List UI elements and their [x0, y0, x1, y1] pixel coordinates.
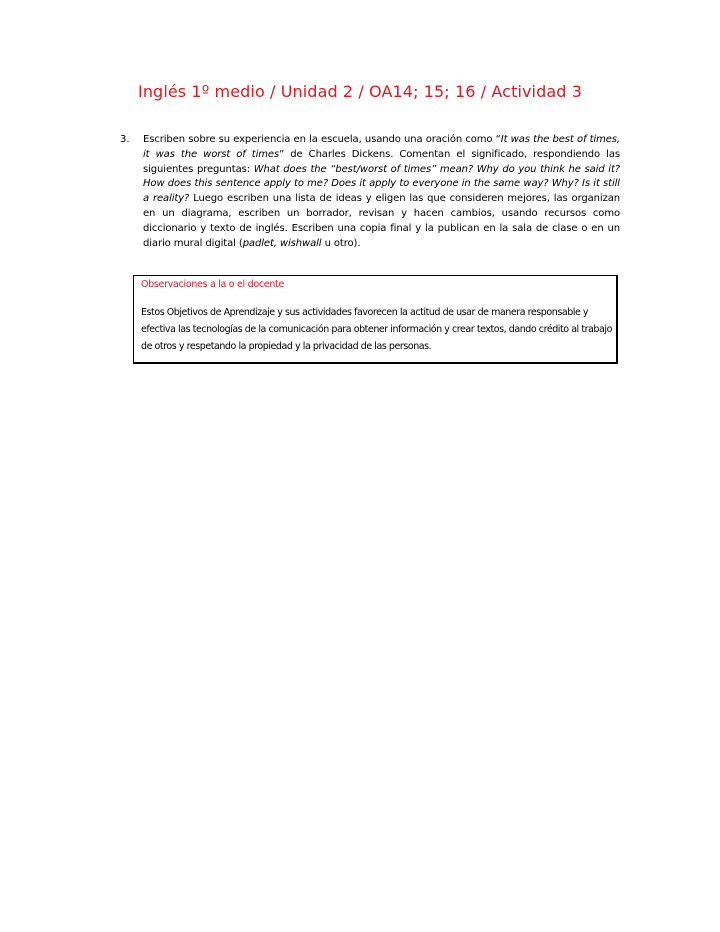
activity-text: [143, 133, 620, 251]
activity-number: 3.: [120, 134, 130, 145]
page-title: Inglés 1º medio / Unidad 2 / OA14; 15; 16 / Actividad 3: [138, 82, 582, 101]
activity-text-segment-italic: padlet, wishwall: [242, 237, 322, 249]
activity-text-segment: u otro).: [321, 237, 361, 249]
activity-text-segment: ” de Charles Dickens. Comentan el significado, respondiendo las siguientes preguntas:: [143, 148, 620, 175]
observations-title: Observaciones a la o el docente: [141, 279, 285, 290]
teacher-observations-box: [133, 275, 618, 364]
observations-body: Estos Objetivos de Aprendizaje y sus actividades favorecen la actitud de usar de manera responsable y efectiva las tecnologías de la comunicación para obtener información y crear textos, dando crédito al trabajo de otros y respetando la propiedad y la privacidad de las personas.: [141, 307, 612, 352]
activity-text-segment-italic: It was the best of times, it was the worst of times: [143, 134, 620, 160]
activity-text-segment: Luego escriben una lista de ideas y eligen las que consideren mejores, las organizan en un diagrama, escriben un borrador, revisan y hacen cambios, usando recursos como diccionario y texto de inglés. Escriben una copia final y la publican en la sala de clase o en un diario mural digital (: [143, 193, 621, 249]
activity-text-segment-italic: What does the “best/worst of times” mean? Why do you think he said it? How does this sentence apply to me? Does it apply to everyone in the same way? Why? Is it still a reality?: [143, 163, 620, 205]
activity-text-segment: Escriben sobre su experiencia en la escuela, usando una oración como “: [143, 134, 501, 145]
